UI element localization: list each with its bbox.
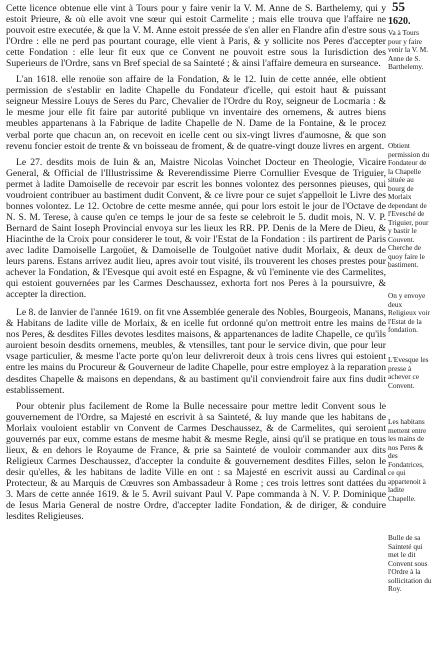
margin-note-year: 1620. [388, 16, 411, 27]
paragraph-5: Pour obtenir plus facilement de Rome la Bulle necessaire pour mettre ledit Convent sous le gouvernement de l'Ordre, sa Majesté en escrivit à sa Sainteté, & luy mande que les habitans de Morlaix vouloient establir vn Convent de Carmes Deschaussez, & de Carmelites, qui seroient gouvernés par eux, comme estans de mesme habit & mesme Regle, ainsi qu'il se pratique en tous lieux, & en dehors le Royaume de France, & prie sa Sainteté de vouloir commander aux dits Religieux Carmes Deschaussez, d'accepter la conduite & gouvernement desdites Filles, selon le desir qu'elles, & les habitans de ladite Ville en ont : sa Majesté en escrivit aussi au Cardinal Protecteur, & au Marquis de Cœuvres son Ambassadeur à Rome ; ces trois lettres sont dattées du 3. Mars de cette année 1619. & le 5. Avril suivant Paul V. Pape commanda à N. V. P. Dominique de Iesus Maria General de nostre Ordre, d'accepter ladite Fondation, & de diriger, & conduire lesdites Religieuses. [6, 400, 386, 523]
margin-note-evesque: L'Evesque les presse à achever ce Convent. [388, 355, 429, 390]
main-text [6, 3, 386, 522]
margin-note-bulle: Bulle de sa Sainteté qui met le dit Convent sous l'Ordre à la sollicitation du Roy. [388, 533, 432, 593]
paragraph-3: Le 27. desdits mois de Iuin & an, Maistre Nicolas Voinchet Docteur en Theologie, Vicaire General, & Official de l'Illustrissime & Reverendissime Pierre Cornullier Evesque de Triguier, permet à ladite Damoiselle de recevoir par escrit les bonnes volontez des personnes pieuses, qui voudroient contribuer au bastiment dudit Convent, & ce livre pour ce sujet s'appelloit le Livre des bonnes volontez. Le 12. Octobre de cette mesme année, qui pour lors estoit le jour de l'Octave de N. S. M. Terese, à cause qu'en ce temps le jour de sa feste se celebroit le 5. dudit mois, N. V. P. Bernard de Saint Ioseph Provincial envoya sur les lieux les RR. PP. Denis de la Mere de Dieu, & Hiacinthe de la Croix pour considerer le tout, & voir l'Estat de la Fondation : ils partirent de Paris avec ladite Damoiselle Largoüet, & Damoiselle de Toulgoüet native dudit Morlaix, & deux de leurs parens. Estans arrivez audit lieu, apres avoir tout visité, ils trouverent les choses prestes pour achever la Fondation, & l'Evesque qui avoit esté en Espagne, & vû l'eminente vie des Carmelites, qui estoient gouvernées par les Carmes Deschaussez, exhorta fort nos Peres à la poursuivre, & accepter la direction. [6, 156, 386, 301]
margin-note-habitans: Les habitans mettent entre les mains de nos Peres & des Fondatrices, ce qui appartenoit à ladite Chapelle. [388, 417, 427, 503]
margin-note-deux-religieux: On y envoye deux Religieux voir l'Estat de la fondation. [388, 291, 430, 334]
page-number: 55 [392, 0, 405, 14]
paragraph-4: Le 8. de Ianvier de l'année 1619. on fit vne Assemblée generale des Nobles, Bourgeois, Manans, & Habitans de ladite ville de Morlaix, & en icelle fut ordonné qu'on mettroit entre les mains de nos Peres, & desdites Filles devotes lesdites maisons, & appartenances de ladite Chapelle, ce qu'ils auroient besoin desdits ornemens, meubles, & vtensilles, tant pour le service divin, que pour leur vsage particulier, & mesme l'acte porte qu'on leur delivreroit deux à trois cens livres qui estoient entre les mains du Procureur & Gouverneur de ladite Chapelle, pour estre employez à la reparation desdites Chapelle & maisons en dependans, & au bastiment qu'il conviendroit faire aux fins dudit establissement. [6, 307, 386, 396]
paragraph-2: L'an 1618. elle renoüe son affaire de la Fondation, & le 12. Iuin de cette année, elle obtient permission de s'establir en ladite Chapelle du Fondateur d'icelle, qui estoit haut & puissant seigneur Messire Louys de Seres du Parc, Chevalier de l'Ordre du Roy, seigneur de Locmaria : & le mesme jour elle fit faire par autorité publique vn inventaire des ornemens, & autres biens meubles appartenans à la Fabrique de ladite Chapelle de N. Dame de la Fontaine, & le procez verbal porte que chacun an, on recevoit en icelle cent ou six-vingt livres d'aumosne, & que son revenu foncier estoit de trente & vn boisseau de froment, & de quatre-vingt douze livres en argent. [6, 74, 386, 152]
margin-note-permission: Obtient permission du Fondateur de la Chapelle située au bourg de Morlaix dependant de l'Evesché de Triguier, pour y bastir le Couvent. Cherche de quoy faire le bastiment. [388, 141, 430, 269]
margin-note-tours: Va à Tours pour y faire venir la V. M. Anne de S. Barthelemy. [388, 28, 429, 71]
paragraph-1: Cette licence obtenue elle vint à Tours pour y faire venir la V. M. Anne de S. Barthelemy, qui y estoit Prieure, & où elle avoit vne sœur qui estoit Carmelite ; mais elle trouva que l'affaire ne pouvoit estre executée, & que la V. M. Anne estoit pressée de s'en aller en Flandre afin d'estre sous l'Ordre : elle ne perd pas pourtant courage, elle vient à Paris, & y sollicite nos Peres d'accepter cette Fondation : elle leur fit eux que ce Convent ne pouvoit estre sous la Iurisdiction des Superieurs de l'Ordre, sans vn Bref special de sa Sainteté ; & ainsi l'affaire demeura en surseance. [6, 3, 386, 70]
